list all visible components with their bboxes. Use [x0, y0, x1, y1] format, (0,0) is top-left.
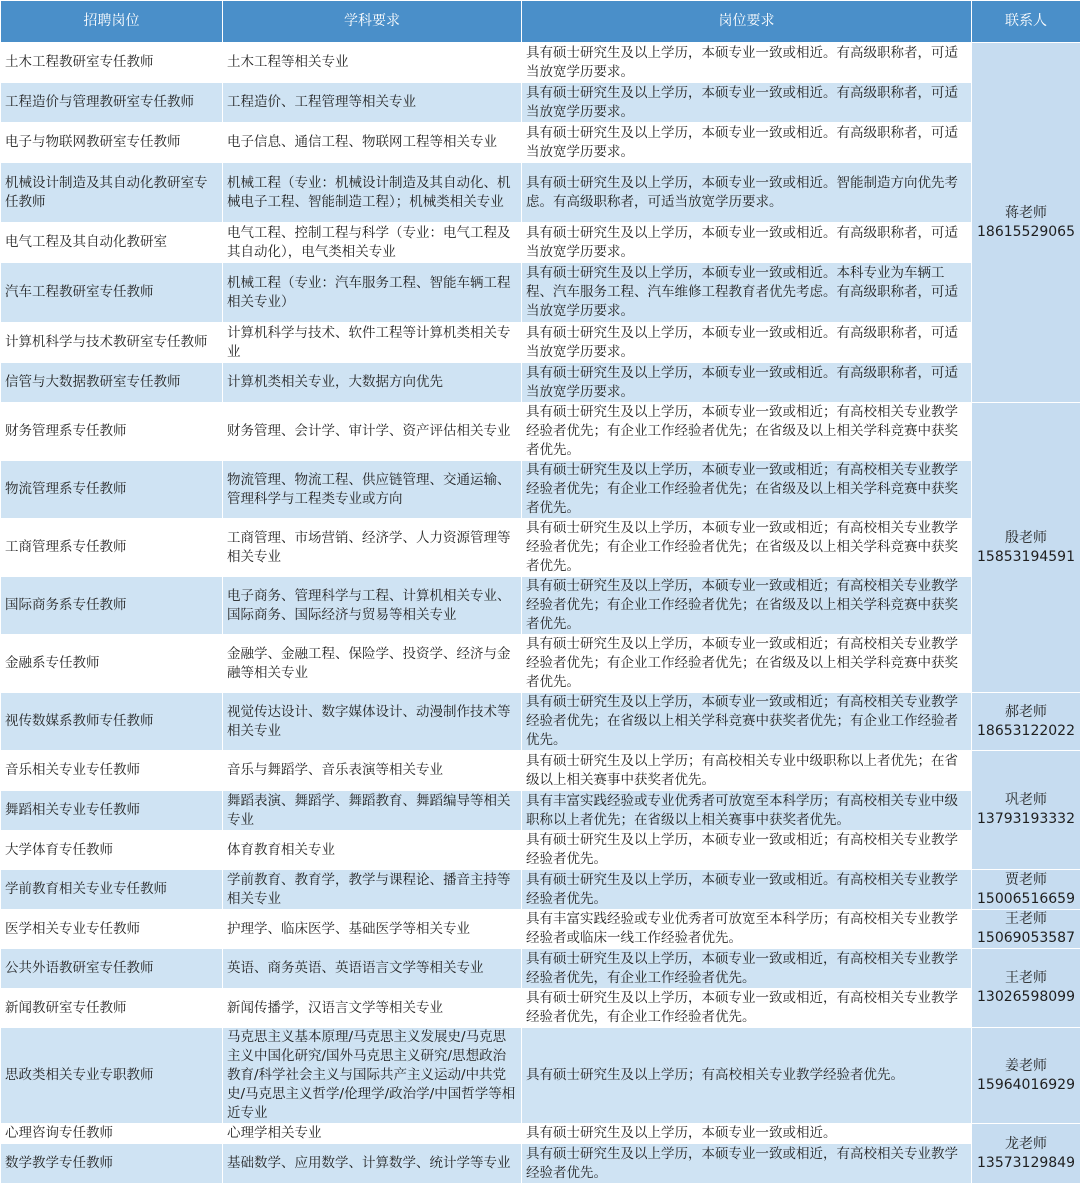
- subject-cell: 机械工程（专业：汽车服务工程、智能车辆工程相关专业）: [223, 263, 522, 323]
- subject-cell: 物流管理、物流工程、供应链管理、交通运输、管理科学与工程类专业或方向: [223, 461, 522, 519]
- requirement-cell: 具有硕士研究生及以上学历，本硕专业一致或相近。有高级职称者，可适当放宽学历要求。: [522, 363, 972, 403]
- table-row: [1, 989, 1080, 1028]
- header-post: 招聘岗位: [1, 1, 223, 43]
- post-cell: 思政类相关专业专职教师: [1, 1028, 223, 1124]
- subject-cell: 电气工程、控制工程与科学（专业：电气工程及其自动化），电气类相关专业: [223, 223, 522, 263]
- table-row: [1, 910, 1080, 949]
- post-cell: 大学体育专任教师: [1, 831, 223, 870]
- table-header-row: [1, 1, 1080, 43]
- requirement-cell: 具有硕士研究生及以上学历，本硕专业一致或相近。有高级职称者，可适当放宽学历要求。: [522, 83, 972, 123]
- subject-cell: 视觉传达设计、数字媒体设计、动漫制作技术等相关专业: [223, 693, 522, 751]
- contact-phone: 15069053587: [976, 929, 1076, 948]
- requirement-cell: 具有硕士研究生及以上学历，本硕专业一致或相近。有高级职称者，可适当放宽学历要求。: [522, 43, 972, 83]
- requirement-cell: 具有硕士研究生及以上学历，本硕专业一致或相近。有高校相关专业教学经验者优先。: [522, 870, 972, 910]
- table-row: [1, 263, 1080, 323]
- post-cell: 心理咨询专任教师: [1, 1124, 223, 1144]
- contact-phone: 13026598099: [976, 988, 1076, 1007]
- contact-name: 王老师: [976, 910, 1076, 929]
- contact-name: 蒋老师: [976, 204, 1076, 223]
- table-row: [1, 791, 1080, 831]
- contact-name: 龙老师: [976, 1135, 1076, 1154]
- table-row: [1, 519, 1080, 577]
- table-row: [1, 323, 1080, 363]
- requirement-cell: 具有丰富实践经验或专业优秀者可放宽至本科学历；有高校相关专业教学经验者或临床一线工作经验者优先。: [522, 910, 972, 949]
- table-row: [1, 363, 1080, 403]
- requirement-cell: 具有丰富实践经验或专业优秀者可放宽至本科学历；有高校相关专业中级职称以上者优先；在省级以上相关赛事中获奖者优先。: [522, 791, 972, 831]
- requirement-cell: 具有硕士研究生及以上学历，本硕专业一致或相近。有高级职称者，可适当放宽学历要求。: [522, 323, 972, 363]
- header-subject: 学科要求: [223, 1, 522, 43]
- requirement-cell: 具有硕士研究生及以上学历；有高校相关专业教学经验者优先。: [522, 1028, 972, 1124]
- table-row: [1, 831, 1080, 870]
- contact-phone: 13573129849: [976, 1154, 1076, 1173]
- subject-cell: 财务管理、会计学、审计学、资产评估相关专业: [223, 403, 522, 461]
- post-cell: 电子与物联网教研室专任教师: [1, 123, 223, 163]
- requirement-cell: 具有硕士研究生及以上学历，本硕专业一致或相近。智能制造方向优先考虑。有高级职称者，可适当放宽学历要求。: [522, 163, 972, 223]
- post-cell: 计算机科学与技术教研室专任教师: [1, 323, 223, 363]
- subject-cell: 计算机类相关专业，大数据方向优先: [223, 363, 522, 403]
- subject-cell: 工程造价、工程管理等相关专业: [223, 83, 522, 123]
- subject-cell: 体育教育相关专业: [223, 831, 522, 870]
- requirement-cell: 具有硕士研究生及以上学历，本硕专业一致或相近。有高级职称者，可适当放宽学历要求。: [522, 223, 972, 263]
- requirement-cell: 具有硕士研究生及以上学历，本硕专业一致或相近。有高级职称者，可适当放宽学历要求。: [522, 123, 972, 163]
- subject-cell: 学前教育、教育学，教学与课程论、播音主持等相关专业: [223, 870, 522, 910]
- table-row: [1, 163, 1080, 223]
- post-cell: 数学教学专任教师: [1, 1144, 223, 1184]
- table-row: [1, 693, 1080, 751]
- contact-name: 殷老师: [976, 529, 1076, 548]
- requirement-cell: 具有硕士研究生及以上学历，本硕专业一致或相近。: [522, 1124, 972, 1144]
- post-cell: 音乐相关专业专任教师: [1, 751, 223, 791]
- requirement-cell: 具有硕士研究生及以上学历，本硕专业一致或相近；有高校相关专业教学经验者优先；在省级以上相关学科竞赛中获奖者优先；有企业工作经验者优先。: [522, 693, 972, 751]
- contact-cell: [972, 910, 1080, 949]
- requirement-cell: 具有硕士研究生及以上学历，本硕专业一致或相近，有高校相关专业教学经验者优先，有企业工作经验者优先。: [522, 989, 972, 1028]
- table-row: [1, 949, 1080, 989]
- post-cell: 信管与大数据教研室专任教师: [1, 363, 223, 403]
- requirement-cell: 具有硕士研究生及以上学历，本硕专业一致或相近；有高校相关专业教学经验者优先；有企业工作经验者优先；在省级及以上相关学科竞赛中获奖者优先。: [522, 461, 972, 519]
- post-cell: 公共外语教研室专任教师: [1, 949, 223, 989]
- requirement-cell: 具有硕士研究生及以上学历，本硕专业一致或相近；有高校相关专业教学经验者优先。: [522, 831, 972, 870]
- contact-cell: [972, 870, 1080, 910]
- requirement-cell: 具有硕士研究生及以上学历，本硕专业一致或相近，有高校相关专业教学经验者优先。: [522, 1144, 972, 1184]
- subject-cell: 机械工程（专业：机械设计制造及其自动化、机械电子工程、智能制造工程）；机械类相关专业: [223, 163, 522, 223]
- contact-name: 贾老师: [976, 871, 1076, 890]
- subject-cell: 新闻传播学，汉语言文学等相关专业: [223, 989, 522, 1028]
- subject-cell: 护理学、临床医学、基础医学等相关专业: [223, 910, 522, 949]
- subject-cell: 土木工程等相关专业: [223, 43, 522, 83]
- table-row: [1, 751, 1080, 791]
- contact-phone: 15964016929: [976, 1076, 1076, 1095]
- table-row: [1, 461, 1080, 519]
- subject-cell: 电子信息、通信工程、物联网工程等相关专业: [223, 123, 522, 163]
- post-cell: 电气工程及其自动化教研室: [1, 223, 223, 263]
- post-cell: 财务管理系专任教师: [1, 403, 223, 461]
- requirement-cell: 具有硕士研究生及以上学历，本硕专业一致或相近；有高校相关专业教学经验者优先；有企业工作经验者优先；在省级及以上相关学科竞赛中获奖者优先。: [522, 577, 972, 635]
- contact-name: 王老师: [976, 969, 1076, 988]
- subject-cell: 工商管理、市场营销、经济学、人力资源管理等相关专业: [223, 519, 522, 577]
- contact-phone: 15006516659: [976, 890, 1076, 909]
- subject-cell: 计算机科学与技术、软件工程等计算机类相关专业: [223, 323, 522, 363]
- table-row: [1, 43, 1080, 83]
- post-cell: 新闻教研室专任教师: [1, 989, 223, 1028]
- requirement-cell: 具有硕士研究生及以上学历，本硕专业一致或相近；有高校相关专业教学经验者优先；有企业工作经验者优先；在省级及以上相关学科竞赛中获奖者优先。: [522, 403, 972, 461]
- table-row: [1, 123, 1080, 163]
- contact-cell: [972, 43, 1080, 403]
- requirement-cell: 具有硕士研究生及以上学历，本硕专业一致或相近；有高校相关专业教学经验者优先；有企业工作经验者优先；在省级及以上相关学科竞赛中获奖者优先。: [522, 635, 972, 693]
- contact-name: 郝老师: [976, 703, 1076, 722]
- contact-cell: [972, 949, 1080, 1028]
- subject-cell: 电子商务、管理科学与工程、计算机相关专业、国际商务、国际经济与贸易等相关专业: [223, 577, 522, 635]
- table-body: [1, 43, 1080, 1184]
- contact-phone: 18653122022: [976, 722, 1076, 741]
- header-requirement: 岗位要求: [522, 1, 972, 43]
- post-cell: 视传数媒系教师专任教师: [1, 693, 223, 751]
- requirement-cell: 具有硕士研究生及以上学历，本硕专业一致或相近；有高校相关专业教学经验者优先；有企业工作经验者优先；在省级及以上相关学科竞赛中获奖者优先。: [522, 519, 972, 577]
- contact-phone: 15853194591: [976, 548, 1076, 567]
- subject-cell: 英语、商务英语、英语语言文学等相关专业: [223, 949, 522, 989]
- subject-cell: 心理学相关专业: [223, 1124, 522, 1144]
- contact-cell: [972, 1124, 1080, 1184]
- table-row: [1, 1028, 1080, 1124]
- contact-cell: [972, 1028, 1080, 1124]
- subject-cell: 基础数学、应用数学、计算数学、统计学等专业: [223, 1144, 522, 1184]
- header-contact: 联系人: [972, 1, 1080, 43]
- post-cell: 金融系专任教师: [1, 635, 223, 693]
- table-row: [1, 577, 1080, 635]
- table-row: [1, 1124, 1080, 1144]
- contact-cell: [972, 693, 1080, 751]
- subject-cell: 音乐与舞蹈学、音乐表演等相关专业: [223, 751, 522, 791]
- contact-phone: 13793193332: [976, 810, 1076, 829]
- post-cell: 物流管理系专任教师: [1, 461, 223, 519]
- table-row: [1, 870, 1080, 910]
- table-row: [1, 1144, 1080, 1184]
- contact-phone: 18615529065: [976, 223, 1076, 242]
- requirement-cell: 具有硕士研究生及以上学历，本硕专业一致或相近。本科专业为车辆工程、汽车服务工程、汽车维修工程教育者优先考虑。有高级职称者，可适当放宽学历要求。: [522, 263, 972, 323]
- subject-cell: 舞蹈表演、舞蹈学、舞蹈教育、舞蹈编导等相关专业: [223, 791, 522, 831]
- post-cell: 汽车工程教研室专任教师: [1, 263, 223, 323]
- post-cell: 国际商务系专任教师: [1, 577, 223, 635]
- post-cell: 医学相关专业专任教师: [1, 910, 223, 949]
- table-row: [1, 403, 1080, 461]
- subject-cell: 金融学、金融工程、保险学、投资学、经济与金融等相关专业: [223, 635, 522, 693]
- requirement-cell: 具有硕士研究生及以上学历；有高校相关专业中级职称以上者优先；在省级以上相关赛事中获奖者优先。: [522, 751, 972, 791]
- contact-cell: [972, 403, 1080, 693]
- post-cell: 机械设计制造及其自动化教研室专任教师: [1, 163, 223, 223]
- subject-cell: 马克思主义基本原理/马克思主义发展史/马克思主义中国化研究/国外马克思主义研究/思想政治教育/科学社会主义与国际共产主义运动/中共党史/马克思主义哲学/伦理学/政治学/中国哲学等相近专业: [223, 1028, 522, 1124]
- table-row: [1, 223, 1080, 263]
- table-row: [1, 635, 1080, 693]
- post-cell: 学前教育相关专业专任教师: [1, 870, 223, 910]
- contact-cell: [972, 751, 1080, 870]
- post-cell: 工商管理系专任教师: [1, 519, 223, 577]
- post-cell: 舞蹈相关专业专任教师: [1, 791, 223, 831]
- requirement-cell: 具有硕士研究生及以上学历，本硕专业一致或相近，有高校相关专业教学经验者优先，有企业工作经验者优先。: [522, 949, 972, 989]
- table-row: [1, 83, 1080, 123]
- contact-name: 姜老师: [976, 1057, 1076, 1076]
- post-cell: 工程造价与管理教研室专任教师: [1, 83, 223, 123]
- post-cell: 土木工程教研室专任教师: [1, 43, 223, 83]
- contact-name: 巩老师: [976, 791, 1076, 810]
